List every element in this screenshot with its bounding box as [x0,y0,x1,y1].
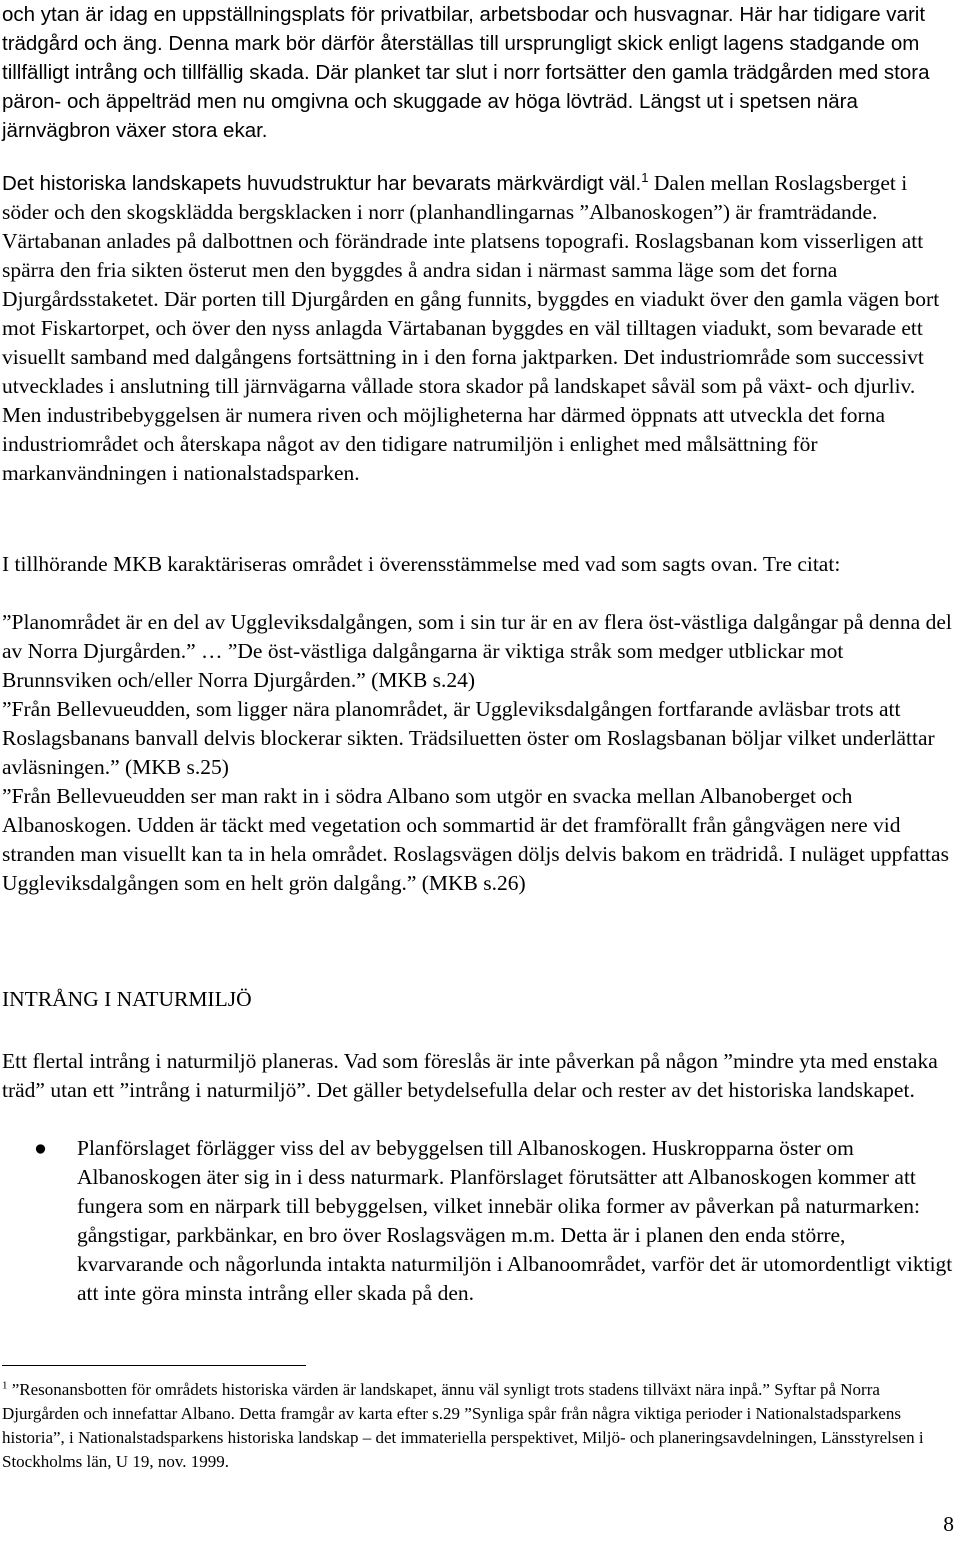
footnote-reference[interactable]: 1 [641,170,649,186]
bullet-text: Planförslaget förlägger viss del av bebyggelsen till Albanoskogen. Huskropparna öster om Albanoskogen äter sig in i dess naturmark. Planförslaget förutsätter att Albanoskogen kommer att fungera som en närpark till bebyggelsen, vilket innebär olika former av påverkan på naturmarken: gångstigar, parkbänkar, en bro över Roslagsvägen m.m. Detta är i planen den enda större, kvarvarande och någorlunda intakta naturmiljön i Albanoområdet, varför det är utomordentligt viktigt att inte göra minsta intrång eller skada på den. [77,1136,953,1305]
footnote-text: ”Resonansbotten för områdets historiska värden är landskapet, ännu väl synligt trots stadens tillväxt nära inpå.” Syftar på Norra Djurgården och innefattar Albano. Detta framgår av karta efter s.29 ”Synliga spår från några viktiga perioder i Nationalstadsparkens historia”, i Nationalstadsparkens historiska landskap – det immateriella perspektivet, Miljö- och planeringsavdelningen, Länsstyrelsen i Stockholms län, U 19, nov. 1999. [2,1380,924,1471]
landscape-rest: Dalen mellan Roslagsberget i söder och den skogsklädda bergsklacken i norr (planhandlingarnas ”Albanoskogen”) är framträdande. Värtabanan anlades på dalbottnen och förändrade inte platsens topografi. Roslagsbanan kom visserligen att spärra den fria sikten österut men den byggdes å andra sidan i närmast samma läge som det forna Djurgårdsstaketet. Där porten till Djurgården en gång funnits, byggdes en viadukt över den gamla vägen bort mot Fiskartorpet, och över den nyss anlagda Värtabanan byggdes en väl tilltagen viadukt, som bevarade ett visuellt samband med dalgångens fortsättning in i den forna jaktparken. Det industriområde som successivt utvecklades i anslutning till järnvägarna vållade stora skador på landskapet såväl som på växt- och djurliv. Men industribebyggelsen är numera riven och möjligheterna har därmed öppnats att utveckla det forna industriområdet och återskapa något av den tidigare natrumiljön i enlighet med målsättning för markanvändningen i nationalstadsparken. [2,171,940,485]
mkb-quote-3: ”Från Bellevueudden ser man rakt in i södra Albano som utgör en svacka mellan Albanoberget och Albanoskogen. Udden är täckt med vegetation och sommartid är det framförallt från gångvägen nere vid stranden man visuellt kan ta in hela området. Roslagsvägen döljs delvis bakom en trädridå. I nuläget uppfattas Uggleviksdalgången som en helt grön dalgång.” (MKB s.26) [2,784,949,895]
section-paragraph: Ett flertal intrång i naturmiljö planeras. Vad som föreslås är inte påverkan på någon ”mindre yta med enstaka träd” utan ett ”intrång i naturmiljö”. Det gäller betydelsefulla delar och rester av det historiska landskapet. [2,1049,938,1102]
bullet-list [0,1134,955,1308]
mkb-intro: I tillhörande MKB karaktäriseras området i överensstämmelse med vad som sagts ovan. Tre citat: [2,552,841,576]
section-heading: INTRÅNG I NATURMILJÖ [2,987,252,1011]
list-item [0,1134,955,1308]
landscape-paragraph [2,169,957,488]
footnote-divider [2,1365,306,1366]
page-number: 8 [943,1512,954,1536]
landscape-lead: Det historiska landskapets huvudstruktur har bevarats märkvärdigt väl. [2,172,642,195]
bullet-icon: ● [34,1136,47,1160]
intro-paragraph: och ytan är idag en uppställningsplats för privatbilar, arbetsbodar och husvagnar. Här har tidigare varit trädgård och äng. Denna mark bör därför återställas till ursprungligt skick enligt lagens stadgande om tillfälligt intrång och tillfällig skada. Där planket tar slut i norr fortsätter den gamla trädgården med stora päron- och äppelträd men nu omgivna och skuggade av höga lövträd. Längst ut i spetsen nära järnvägbron växer stora ekar. [2,3,930,142]
footnote [2,1378,957,1474]
mkb-quote-1: ”Planområdet är en del av Uggleviksdalgången, som i sin tur är en av flera öst-västliga dalgångar på denna del av Norra Djurgården.” … ”De öst-västliga dalgångarna är viktiga stråk som medger utblickar mot Brunnsviken och/eller Norra Djurgården.” (MKB s.24) [2,610,952,692]
mkb-quote-2: ”Från Bellevueudden, som ligger nära planområdet, är Uggleviksdalgången fortfarande avläsbar trots att Roslagsbanans banvall delvis blockerar sikten. Trädsiluetten öster om Roslagsbanan böljar vilket underlättar avläsningen.” (MKB s.25) [2,697,935,779]
footnote-number: 1 [2,1379,8,1392]
